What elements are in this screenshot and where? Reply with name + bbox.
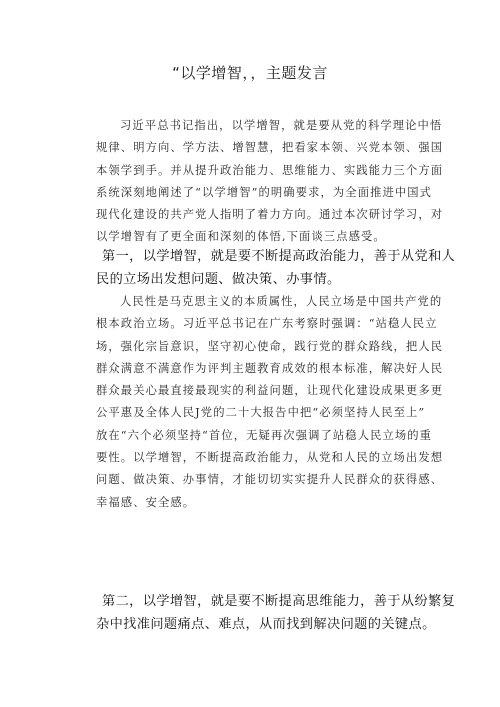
intro-paragraph (96, 115, 444, 249)
text-line: 系统深刻地阐述了“以学增智”的明确要求，为全面推进中国式 (96, 185, 433, 199)
text-line: 公平惠及全体人民J党的二十大报告中把“必须坚持人民至上” (96, 406, 426, 420)
text-line: 人民性是马克思主义的本质属性，人民立场是中国共产党的 (120, 295, 443, 308)
body-paragraph-1 (96, 291, 444, 514)
text-line: 习近平总书记指出，以学增智，就是要从党的科学理论中悟 (120, 119, 443, 132)
document-title: “以学增智，，主题发言 (172, 64, 328, 82)
heading-line: 杂中找准问题痛点、难点，从而找到解决问题的关键点。 (96, 617, 436, 632)
heading-line: 民的立场出发想问题、做决策、办事情。 (96, 272, 341, 287)
heading-line: 第二，以学增智，就是要不断提高思维能力，善于从纷繁复 (102, 594, 456, 609)
text-line: 根本政治立场。习近平总书记在广东考察时强调：“站稳人民立 (96, 317, 438, 331)
text-line: 群众最关心最直接最现实的利益问题，让现代化建设成果更多更 (96, 384, 444, 398)
text-line: 场，强化宗旨意识，坚守初心使命，践行党的群众路线，把人民 (96, 339, 444, 353)
section-heading-1 (96, 245, 456, 291)
text-line: 放在“六个必须坚持“首位，无疑再次强调了站稳人民立场的重 (96, 428, 433, 442)
text-line: 现代化建设的共产党人指明了着力方向。通过本次研讨学习，对 (96, 208, 444, 222)
section-heading-2 (96, 590, 456, 636)
text-line: 规律、明方向、学方法、增智慧，把看家本领、兴党本领、强国 (96, 141, 444, 155)
heading-line: 第一，以学增智，就是要不断提高政治能力，善于从党和人 (102, 249, 456, 264)
text-line: 以学增智有了更全面和深刻的体悟,下面谈三点感受。 (96, 230, 386, 244)
text-line: 群众满意不满意作为评判主题教育成效的根本标准，解决好人民 (96, 361, 444, 375)
text-line: 本领学到手。并从提升政治能力、思维能力、实践能力三个方面 (96, 163, 444, 177)
text-line: 幸福感、安全感。 (96, 495, 196, 509)
text-line: 问题、做决策、办事情，才能切切实实提升人民群众的获得感、 (96, 473, 444, 487)
text-line: 要性。以学增智，不断提高政治能力，从党和人民的立场出发想 (96, 451, 444, 465)
